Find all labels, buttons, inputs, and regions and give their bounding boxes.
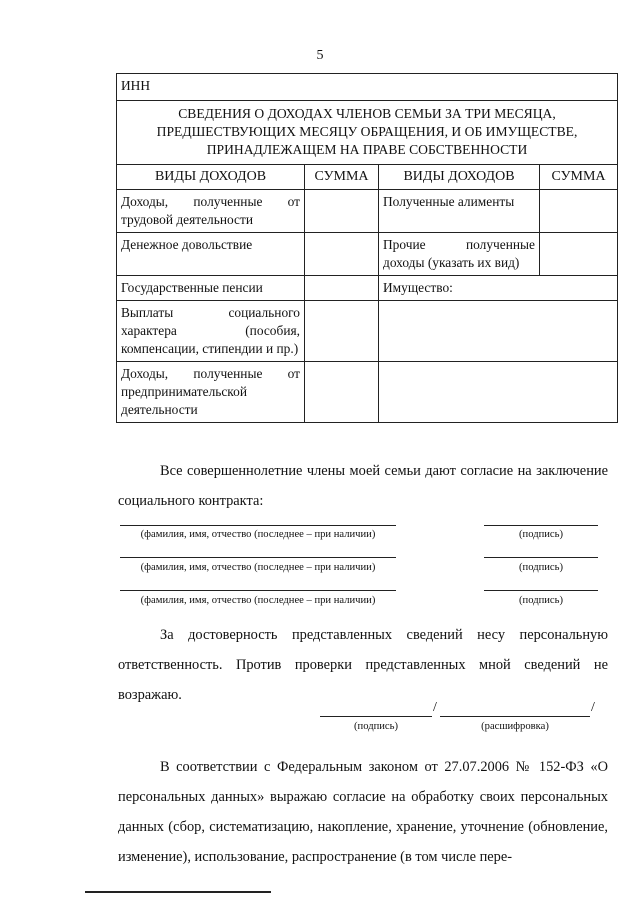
- applicant-decoding-line[interactable]: [440, 716, 590, 717]
- column-header-row: [117, 164, 618, 190]
- col-income-type-left: ВИДЫ ДОХОДОВ: [117, 164, 305, 190]
- name-caption-2: (фамилия, имя, отчество (последнее – при наличии): [140, 562, 376, 573]
- income-label-social: Выплаты социального характера (пособия, компенсации, стипендии и пр.): [117, 301, 305, 362]
- name-caption-1: (фамилия, имя, отчество (последнее – при наличии): [140, 529, 376, 540]
- signature-line-3[interactable]: [484, 590, 598, 591]
- sum-input-pensions[interactable]: [305, 276, 379, 301]
- table-row: [117, 301, 618, 362]
- separator-slash-2: /: [591, 700, 595, 715]
- personal-data-paragraph: [118, 752, 608, 872]
- col-sum-left: СУММА: [305, 164, 379, 190]
- section-title-row: [117, 101, 618, 165]
- signature-caption-3: (подпись): [519, 595, 563, 606]
- property-label: Имущество:: [379, 276, 618, 301]
- income-label-allowance: Денежное довольствие: [117, 233, 305, 276]
- table-row: [117, 276, 618, 301]
- responsibility-paragraph: [118, 620, 608, 710]
- income-label-labor: Доходы, полученные от трудовой деятельности: [117, 190, 305, 233]
- name-line-1[interactable]: [120, 525, 396, 526]
- name-line-3[interactable]: [120, 590, 396, 591]
- col-sum-right: СУММА: [540, 164, 618, 190]
- sum-input-labor[interactable]: [305, 190, 379, 233]
- property-input-2[interactable]: [379, 361, 618, 422]
- table-row: [117, 190, 618, 233]
- property-input-1[interactable]: [379, 301, 618, 362]
- section-title: СВЕДЕНИЯ О ДОХОДАХ ЧЛЕНОВ СЕМЬИ ЗА ТРИ МЕСЯЦА, ПРЕДШЕСТВУЮЩИХ МЕСЯЦУ ОБРАЩЕНИЯ, И ОБ ИМУЩЕСТВЕ, ПРИНАДЛЕЖАЩЕМ НА ПРАВЕ СОБСТВЕННОСТИ: [117, 101, 618, 165]
- signature-line-1[interactable]: [484, 525, 598, 526]
- footnote-separator: [85, 891, 271, 893]
- income-label-business: Доходы, полученные от предпринимательской деятельности: [117, 361, 305, 422]
- sum-input-allowance[interactable]: [305, 233, 379, 276]
- col-income-type-right: ВИДЫ ДОХОДОВ: [379, 164, 540, 190]
- inn-label: ИНН: [117, 74, 618, 101]
- page-number: 5: [316, 48, 324, 63]
- inn-row: [117, 74, 618, 101]
- income-label-other: Прочие полученные доходы (указать их вид): [379, 233, 540, 276]
- applicant-signature-caption: (подпись): [354, 721, 398, 732]
- sum-input-alimony[interactable]: [540, 190, 618, 233]
- applicant-signature-line[interactable]: [320, 716, 432, 717]
- signature-caption-2: (подпись): [519, 562, 563, 573]
- income-table: [116, 73, 618, 423]
- applicant-decoding-caption: (расшифровка): [481, 721, 549, 732]
- consent-paragraph: [118, 456, 608, 516]
- table-row: [117, 361, 618, 422]
- signature-caption-1: (подпись): [519, 529, 563, 540]
- name-caption-3: (фамилия, имя, отчество (последнее – при наличии): [140, 595, 376, 606]
- separator-slash-1: /: [433, 700, 437, 715]
- signature-line-2[interactable]: [484, 557, 598, 558]
- sum-input-business[interactable]: [305, 361, 379, 422]
- responsibility-text: За достоверность представленных сведений несу персональную ответственность. Против проверки представленных мной сведений не возражаю.: [118, 627, 608, 703]
- name-line-2[interactable]: [120, 557, 396, 558]
- personal-data-text: В соответствии с Федеральным законом от 27.07.2006 № 152-ФЗ «О персональных данных» выражаю согласие на обработку своих персональных данных (сбор, систематизацию, накопление, хранение, уточнение (обновление, изменение), использование, распространение (в том числе пере-: [118, 759, 608, 865]
- income-label-alimony: Полученные алименты: [379, 190, 540, 233]
- income-label-pensions: Государственные пенсии: [117, 276, 305, 301]
- sum-input-other[interactable]: [540, 233, 618, 276]
- table-row: [117, 233, 618, 276]
- consent-text: Все совершеннолетние члены моей семьи дают согласие на заключение социального контракта:: [118, 463, 608, 509]
- sum-input-social[interactable]: [305, 301, 379, 362]
